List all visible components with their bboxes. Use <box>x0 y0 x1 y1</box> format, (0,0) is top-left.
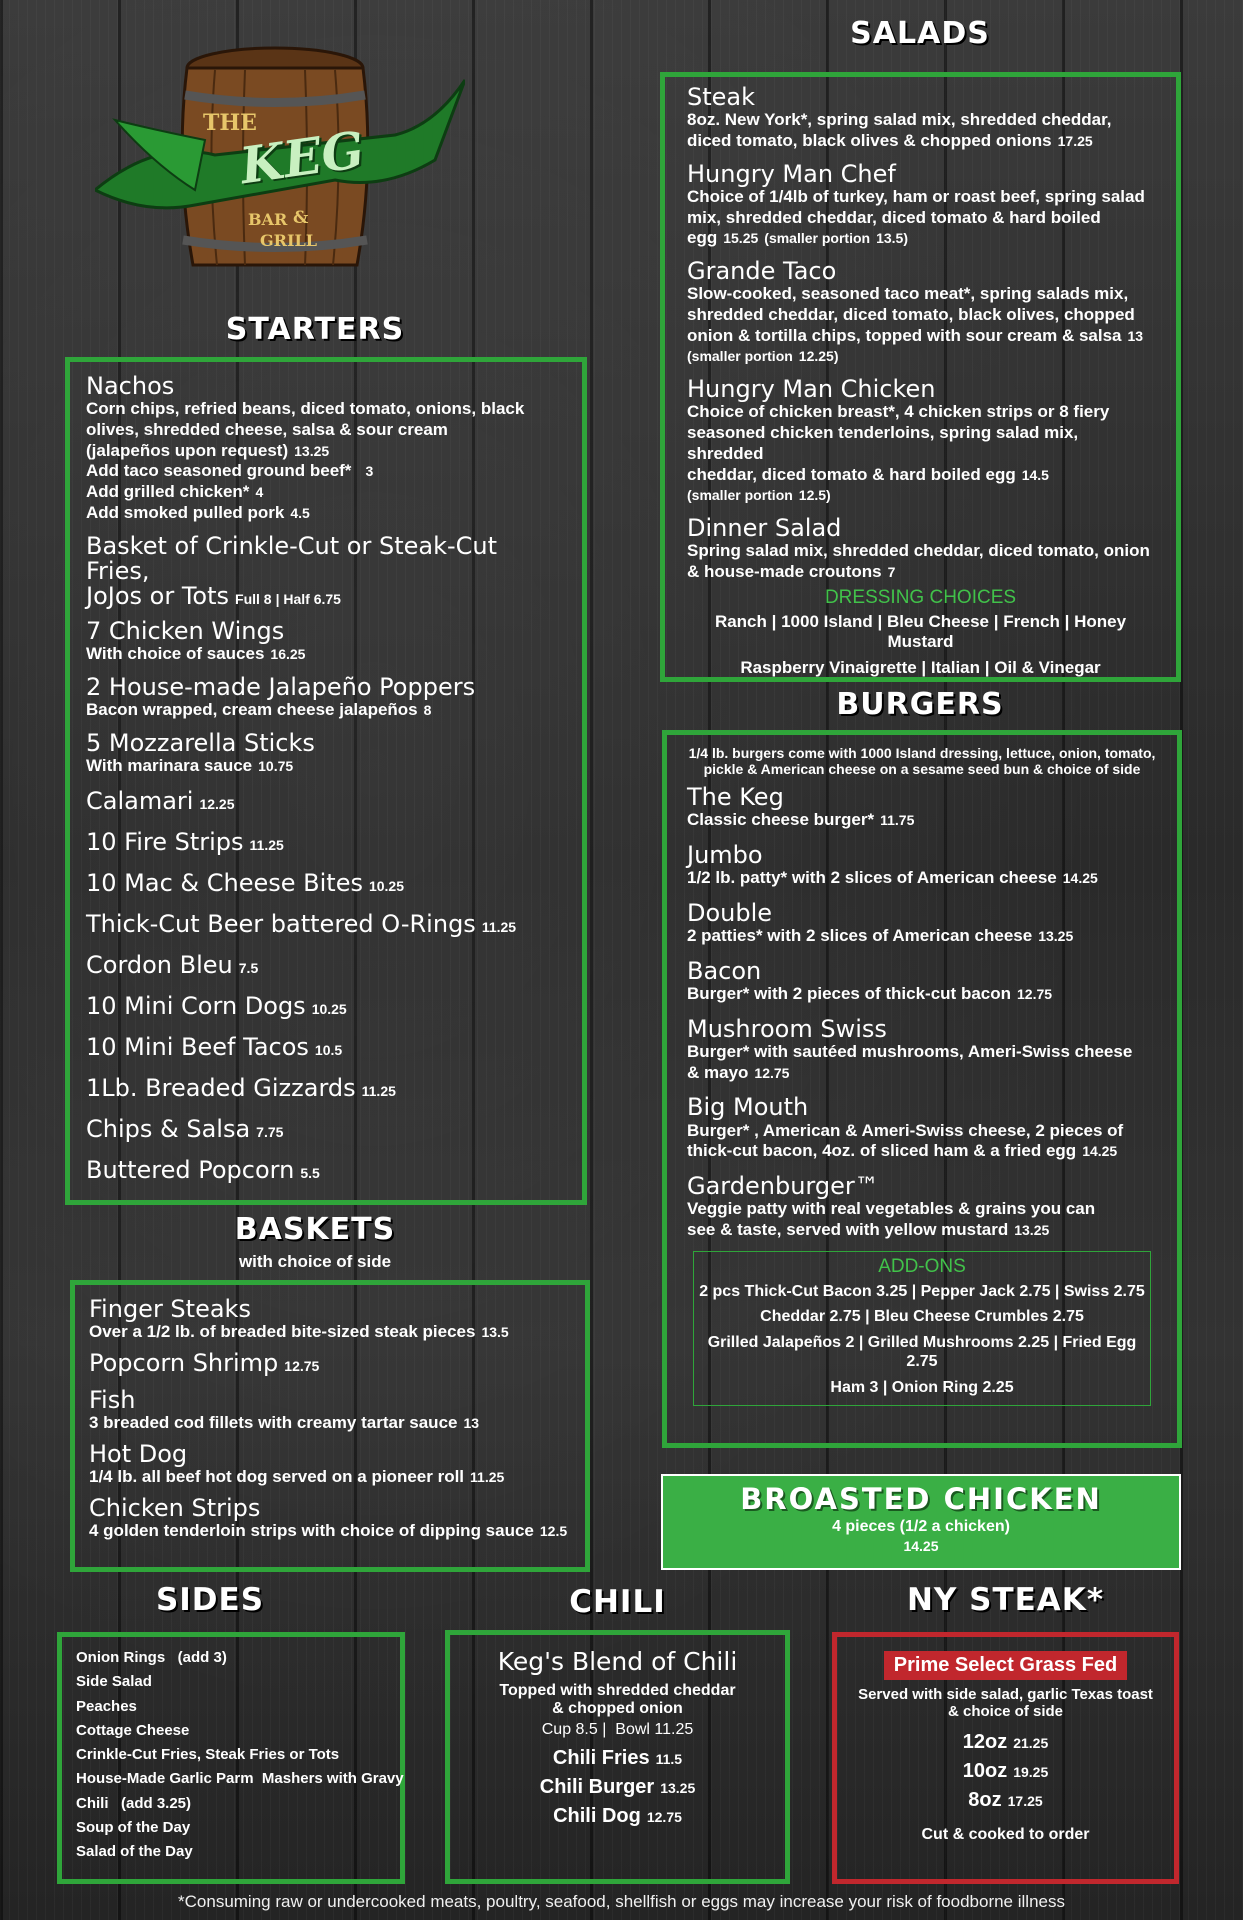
nachos-addon-chicken-price: 4 <box>255 484 264 501</box>
basket-item <box>89 1297 571 1343</box>
basket-price: 13 <box>463 1415 480 1432</box>
keg-logo <box>95 40 465 290</box>
steak-title: NY STEAK* <box>906 1582 1105 1618</box>
chili-desc-1: Topped with shredded cheddar <box>499 1682 736 1699</box>
wings-name: 7 Chicken Wings <box>86 617 285 646</box>
burger-item <box>687 785 1157 831</box>
burger-item <box>687 840 1157 889</box>
starter-name: Buttered Popcorn <box>86 1155 295 1184</box>
starter-name: 10 Mini Beef Tacos <box>86 1032 309 1061</box>
steak-cut <box>837 1760 1174 1783</box>
salad-dinner-name: Dinner Salad <box>687 514 842 543</box>
burger-desc: Veggie patty with real vegetables & grains you can <box>687 1199 1096 1219</box>
starter-price: 10.25 <box>311 1000 347 1017</box>
starter-name: Cordon Bleu <box>86 950 233 979</box>
salads-title: SALADS <box>850 16 990 51</box>
basket-price: 11.25 <box>470 1469 505 1486</box>
salad-taco-name: Grande Taco <box>687 257 837 286</box>
basket-name: Fish <box>89 1386 136 1415</box>
mozz-name: 5 Mozzarella Sticks <box>86 729 315 757</box>
side-item: Onion Rings (add 3) <box>76 1649 227 1666</box>
burgers-intro-1: 1/4 lb. burgers come with 1000 Island dressing, lettuce, onion, tomato, <box>688 745 1156 761</box>
dressing-title: DRESSING CHOICES <box>824 586 1017 608</box>
salad-chef-small-price: 13.5) <box>876 230 908 247</box>
broasted-box <box>661 1474 1181 1570</box>
side-item: Salad of the Day <box>76 1843 193 1861</box>
basket-desc: 1/4 lb. all beef hot dog served on a pioneer roll <box>89 1467 465 1487</box>
starter-name: Thick-Cut Beer battered O-Rings <box>86 909 476 938</box>
burger-desc: 2 patties* with 2 slices of American cheese <box>687 926 1033 946</box>
logo-keg: KEG <box>236 119 368 196</box>
baskets-title: BASKETS <box>234 1212 396 1247</box>
salad-dinner-price: 7 <box>887 563 896 580</box>
mozz-desc: With marinara sauce <box>86 756 253 776</box>
burgers-box <box>662 730 1182 1448</box>
salad-chef-name: Hungry Man Chef <box>687 159 896 188</box>
starter-name: 10 Mini Corn Dogs <box>86 991 306 1020</box>
addon-line: Cheddar 2.75 | Bleu Cheese Crumbles 2.75 <box>760 1308 1084 1326</box>
basket-fries-half: | Half 6.75 <box>275 590 341 607</box>
side-item: House-Made Garlic Parm Mashers with Gravy <box>76 1770 404 1788</box>
burgers-intro-2: pickle & American cheese on a sesame seed bun & choice of side <box>703 761 1141 777</box>
side-item: Side Salad <box>76 1673 152 1691</box>
burger-item <box>687 1174 1157 1241</box>
chili-cup-bowl: Cup 8.5 | Bowl 11.25 <box>541 1721 694 1739</box>
poppers-item <box>86 675 566 721</box>
basket-name: Hot Dog <box>89 1440 188 1469</box>
starter-simple-item <box>86 951 566 992</box>
mozz-item <box>86 731 566 777</box>
baskets-box <box>70 1280 590 1572</box>
sides-title: SIDES <box>155 1582 265 1618</box>
chili-item-price: 11.5 <box>655 1751 683 1768</box>
nachos-price: 13.25 <box>294 442 330 459</box>
starter-price: 11.25 <box>361 1082 396 1099</box>
salad-dinner-desc-2: & house-made croutons <box>687 561 882 581</box>
nachos-item <box>86 374 566 524</box>
starter-price: 7.5 <box>238 959 259 976</box>
addons-title: ADD-ONS <box>878 1255 966 1277</box>
steak-desc-2: & choice of side <box>947 1703 1064 1721</box>
starters-simple-list <box>86 787 566 1197</box>
burger-name: Bacon <box>687 956 762 985</box>
starters-box <box>65 357 587 1205</box>
basket-desc: Over a 1/2 lb. of breaded bite-sized steak pieces <box>89 1322 476 1342</box>
burger-desc: Burger* , American & Ameri-Swiss cheese, 2 pieces of <box>687 1120 1124 1140</box>
basket-fries-full: Full 8 <box>235 590 272 607</box>
steak-cut-price: 21.25 <box>1013 1734 1049 1751</box>
addon-line: Grilled Jalapeños 2 | Grilled Mushrooms 2.25 | Fried Egg 2.75 <box>707 1333 1137 1371</box>
nachos-addon-pork: Add smoked pulled pork <box>86 502 285 522</box>
salad-steak-desc-1: 8oz. New York*, spring salad mix, shredded cheddar, <box>687 110 1112 130</box>
salad-chef-desc-1: Choice of 1/4lb of turkey, ham or roast beef, spring salad <box>687 186 1145 206</box>
burger-price: 12.75 <box>1017 985 1053 1002</box>
salad-chef-desc-3: egg <box>687 228 718 248</box>
burger-price: 11.75 <box>880 812 915 829</box>
basket-price: 13.5 <box>481 1324 509 1341</box>
side-item: Chili (add 3.25) <box>76 1794 192 1812</box>
chili-title: CHILI <box>569 1584 666 1620</box>
starter-simple-item <box>86 787 566 828</box>
chili-item-name: Chili Burger <box>539 1776 655 1799</box>
basket-price: 12.5 <box>539 1523 568 1540</box>
chili-item <box>458 1747 777 1770</box>
salad-taco-desc-1: Slow-cooked, seasoned taco meat*, spring salads mix, <box>687 284 1129 304</box>
burger-price: 14.25 <box>1082 1143 1118 1160</box>
salad-chicken-small-price: 12.5) <box>798 487 831 504</box>
salad-taco-small-price: 12.25) <box>798 348 839 365</box>
nachos-addon-beef-price: 3 <box>365 463 374 480</box>
starter-name: 1Lb. Breaded Gizzards <box>86 1073 356 1102</box>
side-item: Cottage Cheese <box>76 1721 190 1739</box>
starters-title: STARTERS <box>225 312 405 347</box>
steak-box <box>832 1632 1179 1884</box>
steak-cut-size: 12oz <box>962 1730 1008 1753</box>
baskets-subtitle: with choice of side <box>238 1252 392 1271</box>
nachos-desc-3: (jalapeños upon request) <box>86 440 289 460</box>
salad-steak <box>687 85 1154 152</box>
burger-item <box>687 1095 1157 1162</box>
side-item: Soup of the Day <box>76 1819 191 1837</box>
burger-name: Gardenburger™ <box>687 1172 879 1200</box>
basket-desc: 4 golden tenderloin strips with choice of dipping sauce <box>89 1521 534 1541</box>
basket-fries-item <box>86 531 566 610</box>
basket-name: Finger Steaks <box>89 1295 251 1323</box>
burger-desc: Burger* with sautéed mushrooms, Ameri-Swiss cheese <box>687 1041 1133 1061</box>
nachos-addon-pork-price: 4.5 <box>290 504 310 521</box>
addons-box <box>693 1251 1151 1407</box>
chili-item <box>458 1805 777 1828</box>
starter-price: 12.25 <box>199 795 235 812</box>
broasted-price: 14.25 <box>903 1538 939 1554</box>
starter-price: 7.75 <box>256 1123 284 1140</box>
salad-chicken-desc-3: cheddar, diced tomato & hard boiled egg <box>687 464 1016 484</box>
basket-item <box>89 1348 571 1377</box>
starter-simple-item <box>86 828 566 869</box>
wings-item <box>86 619 566 665</box>
salad-dinner-desc-1: Spring salad mix, shredded cheddar, diced tomato, onion <box>687 541 1150 561</box>
chili-box <box>445 1630 790 1884</box>
wings-price: 16.25 <box>270 646 306 663</box>
salad-taco-desc-2: shredded cheddar, diced tomato, black olives, chopped <box>687 304 1135 324</box>
basket-desc: 3 breaded cod fillets with creamy tartar sauce <box>89 1413 458 1433</box>
burger-item <box>687 956 1157 1005</box>
burger-desc: Classic cheese burger* <box>687 810 875 830</box>
steak-cut <box>837 1731 1174 1754</box>
basket-name: Popcorn Shrimp <box>89 1348 279 1377</box>
starter-simple-item <box>86 869 566 910</box>
dressing-list-2: Raspberry Vinaigrette | Italian | Oil & Vinegar <box>740 658 1101 678</box>
salad-chicken-name: Hungry Man Chicken <box>687 375 936 404</box>
starter-simple-item <box>86 1115 566 1156</box>
starter-simple-item <box>86 910 566 951</box>
broasted-title: BROASTED CHICKEN <box>740 1482 1102 1516</box>
burger-name: Double <box>687 898 773 927</box>
burger-desc: 1/2 lb. patty* with 2 slices of American cheese <box>687 868 1057 888</box>
burger-desc-2: & mayo <box>687 1062 749 1082</box>
steak-cut-size: 8oz <box>968 1788 1002 1811</box>
burger-name: Mushroom Swiss <box>687 1014 887 1043</box>
salad-chicken <box>687 377 1154 506</box>
salads-box <box>660 72 1181 682</box>
nachos-desc-2: olives, shredded cheese, salsa & sour cream <box>86 419 448 439</box>
burger-name: The Keg <box>687 783 784 811</box>
chili-item-name: Chili Fries <box>552 1747 650 1770</box>
burger-item <box>687 1014 1157 1084</box>
burger-name: Big Mouth <box>687 1093 809 1122</box>
burger-desc-2: see & taste, served with yellow mustard <box>687 1219 1009 1239</box>
logo-bar: BAR <box>248 210 288 229</box>
logo-grill: GRILL <box>260 231 317 250</box>
salad-taco <box>687 259 1154 367</box>
starter-price: 11.25 <box>249 836 284 853</box>
steak-note: Cut & cooked to order <box>921 1825 1090 1843</box>
chili-blend-name: Keg's Blend of Chili <box>497 1647 738 1676</box>
basket-name: Chicken Strips <box>89 1493 261 1522</box>
salad-chicken-desc-2: seasoned chicken tenderloins, spring salad mix, shredded <box>687 423 1079 463</box>
salad-taco-price: 13 <box>1127 327 1144 344</box>
salad-steak-price: 17.25 <box>1057 132 1093 149</box>
salad-chef-desc-2: mix, shredded cheddar, diced tomato & hard boiled <box>687 207 1101 227</box>
starter-simple-item <box>86 1074 566 1115</box>
basket-fries-name-2: JoJos or Tots <box>86 581 230 610</box>
burger-price: 14.25 <box>1062 870 1098 887</box>
salad-chicken-desc-1: Choice of chicken breast*, 4 chicken strips or 8 fiery <box>687 402 1110 422</box>
starter-price: 11.25 <box>481 918 517 935</box>
salad-chicken-price: 14.5 <box>1021 466 1049 483</box>
salad-taco-small: (smaller portion <box>687 348 793 365</box>
salad-dinner <box>687 516 1154 583</box>
logo-the: THE <box>203 110 257 136</box>
salad-taco-desc-3: onion & tortilla chips, topped with sour cream & salsa <box>687 325 1122 345</box>
basket-price: 12.75 <box>284 1357 320 1374</box>
salad-steak-desc-2: diced tomato, black olives & chopped onions <box>687 130 1052 150</box>
poppers-price: 8 <box>423 702 432 719</box>
starter-simple-item <box>86 1033 566 1074</box>
burger-price: 13.25 <box>1038 928 1074 945</box>
addon-line: Ham 3 | Onion Ring 2.25 <box>830 1378 1014 1396</box>
steak-cut-price: 17.25 <box>1007 1792 1043 1809</box>
basket-fries-name-1: Basket of Crinkle-Cut or Steak-Cut Fries, <box>86 531 498 585</box>
burger-name: Jumbo <box>687 840 763 869</box>
steak-cut <box>837 1789 1174 1812</box>
side-item: Crinkle-Cut Fries, Steak Fries or Tots <box>76 1746 340 1764</box>
mozz-price: 10.75 <box>258 758 294 775</box>
starter-simple-item <box>86 992 566 1033</box>
nachos-addon-beef: Add taco seasoned ground beef* <box>86 461 352 481</box>
logo-amp: & <box>293 208 309 228</box>
chili-item-price: 12.75 <box>646 1809 682 1826</box>
basket-item <box>89 1493 571 1542</box>
steak-cut-price: 19.25 <box>1013 1763 1049 1780</box>
nachos-addon-chicken: Add grilled chicken* <box>86 482 250 502</box>
starter-name: 10 Mac & Cheese Bites <box>86 868 363 897</box>
burger-desc: Burger* with 2 pieces of thick-cut bacon <box>687 983 1012 1003</box>
chili-item <box>458 1776 777 1799</box>
starter-simple-item <box>86 1156 566 1197</box>
nachos-desc-1: Corn chips, refried beans, diced tomato, onions, black <box>86 399 525 419</box>
nachos-name: Nachos <box>86 372 175 400</box>
burgers-title: BURGERS <box>836 687 1004 722</box>
burger-item <box>687 898 1157 947</box>
footer-disclaimer: *Consuming raw or undercooked meats, poultry, seafood, shellfish or eggs may increase your risk of foodborne illness <box>178 1892 1065 1911</box>
burger-desc-2: thick-cut bacon, 4oz. of sliced ham & a fried egg <box>687 1141 1077 1161</box>
salad-chicken-small: (smaller portion <box>687 487 793 504</box>
side-item: Peaches <box>76 1697 137 1715</box>
starter-name: 10 Fire Strips <box>86 827 244 856</box>
starter-price: 10.5 <box>314 1041 343 1058</box>
salad-chef <box>687 159 1154 249</box>
dressing-list-1: Ranch | 1000 Island | Bleu Cheese | French | Honey Mustard <box>714 611 1127 652</box>
burger-price: 13.25 <box>1014 1221 1050 1238</box>
broasted-desc: 4 pieces (1/2 a chicken) <box>832 1518 1010 1535</box>
starter-price: 5.5 <box>300 1164 320 1181</box>
starter-price: 10.25 <box>368 877 405 894</box>
chili-item-name: Chili Dog <box>553 1805 641 1828</box>
addon-line: 2 pcs Thick-Cut Bacon 3.25 | Pepper Jack 2.75 | Swiss 2.75 <box>699 1282 1145 1300</box>
chili-item-price: 13.25 <box>660 1780 696 1797</box>
steak-cut-size: 10oz <box>962 1759 1008 1782</box>
poppers-desc: Bacon wrapped, cream cheese jalapeños <box>86 700 418 720</box>
starter-name: Chips & Salsa <box>86 1114 251 1143</box>
poppers-name: 2 House-made Jalapeño Poppers <box>86 673 476 702</box>
starter-name: Calamari <box>86 786 194 815</box>
wings-desc: With choice of sauces <box>86 644 265 664</box>
chili-desc-2: & chopped onion <box>552 1699 683 1717</box>
basket-item <box>89 1442 571 1488</box>
salad-steak-name: Steak <box>687 83 756 111</box>
basket-item <box>89 1388 571 1434</box>
steak-badge: Prime Select Grass Fed <box>884 1651 1127 1680</box>
steak-desc-1: Served with side salad, garlic Texas toast <box>858 1686 1153 1703</box>
burger-price: 12.75 <box>754 1064 790 1081</box>
salad-chef-price: 15.25 <box>723 230 759 247</box>
salad-chef-small: (smaller portion <box>764 230 871 247</box>
sides-box <box>57 1632 405 1884</box>
